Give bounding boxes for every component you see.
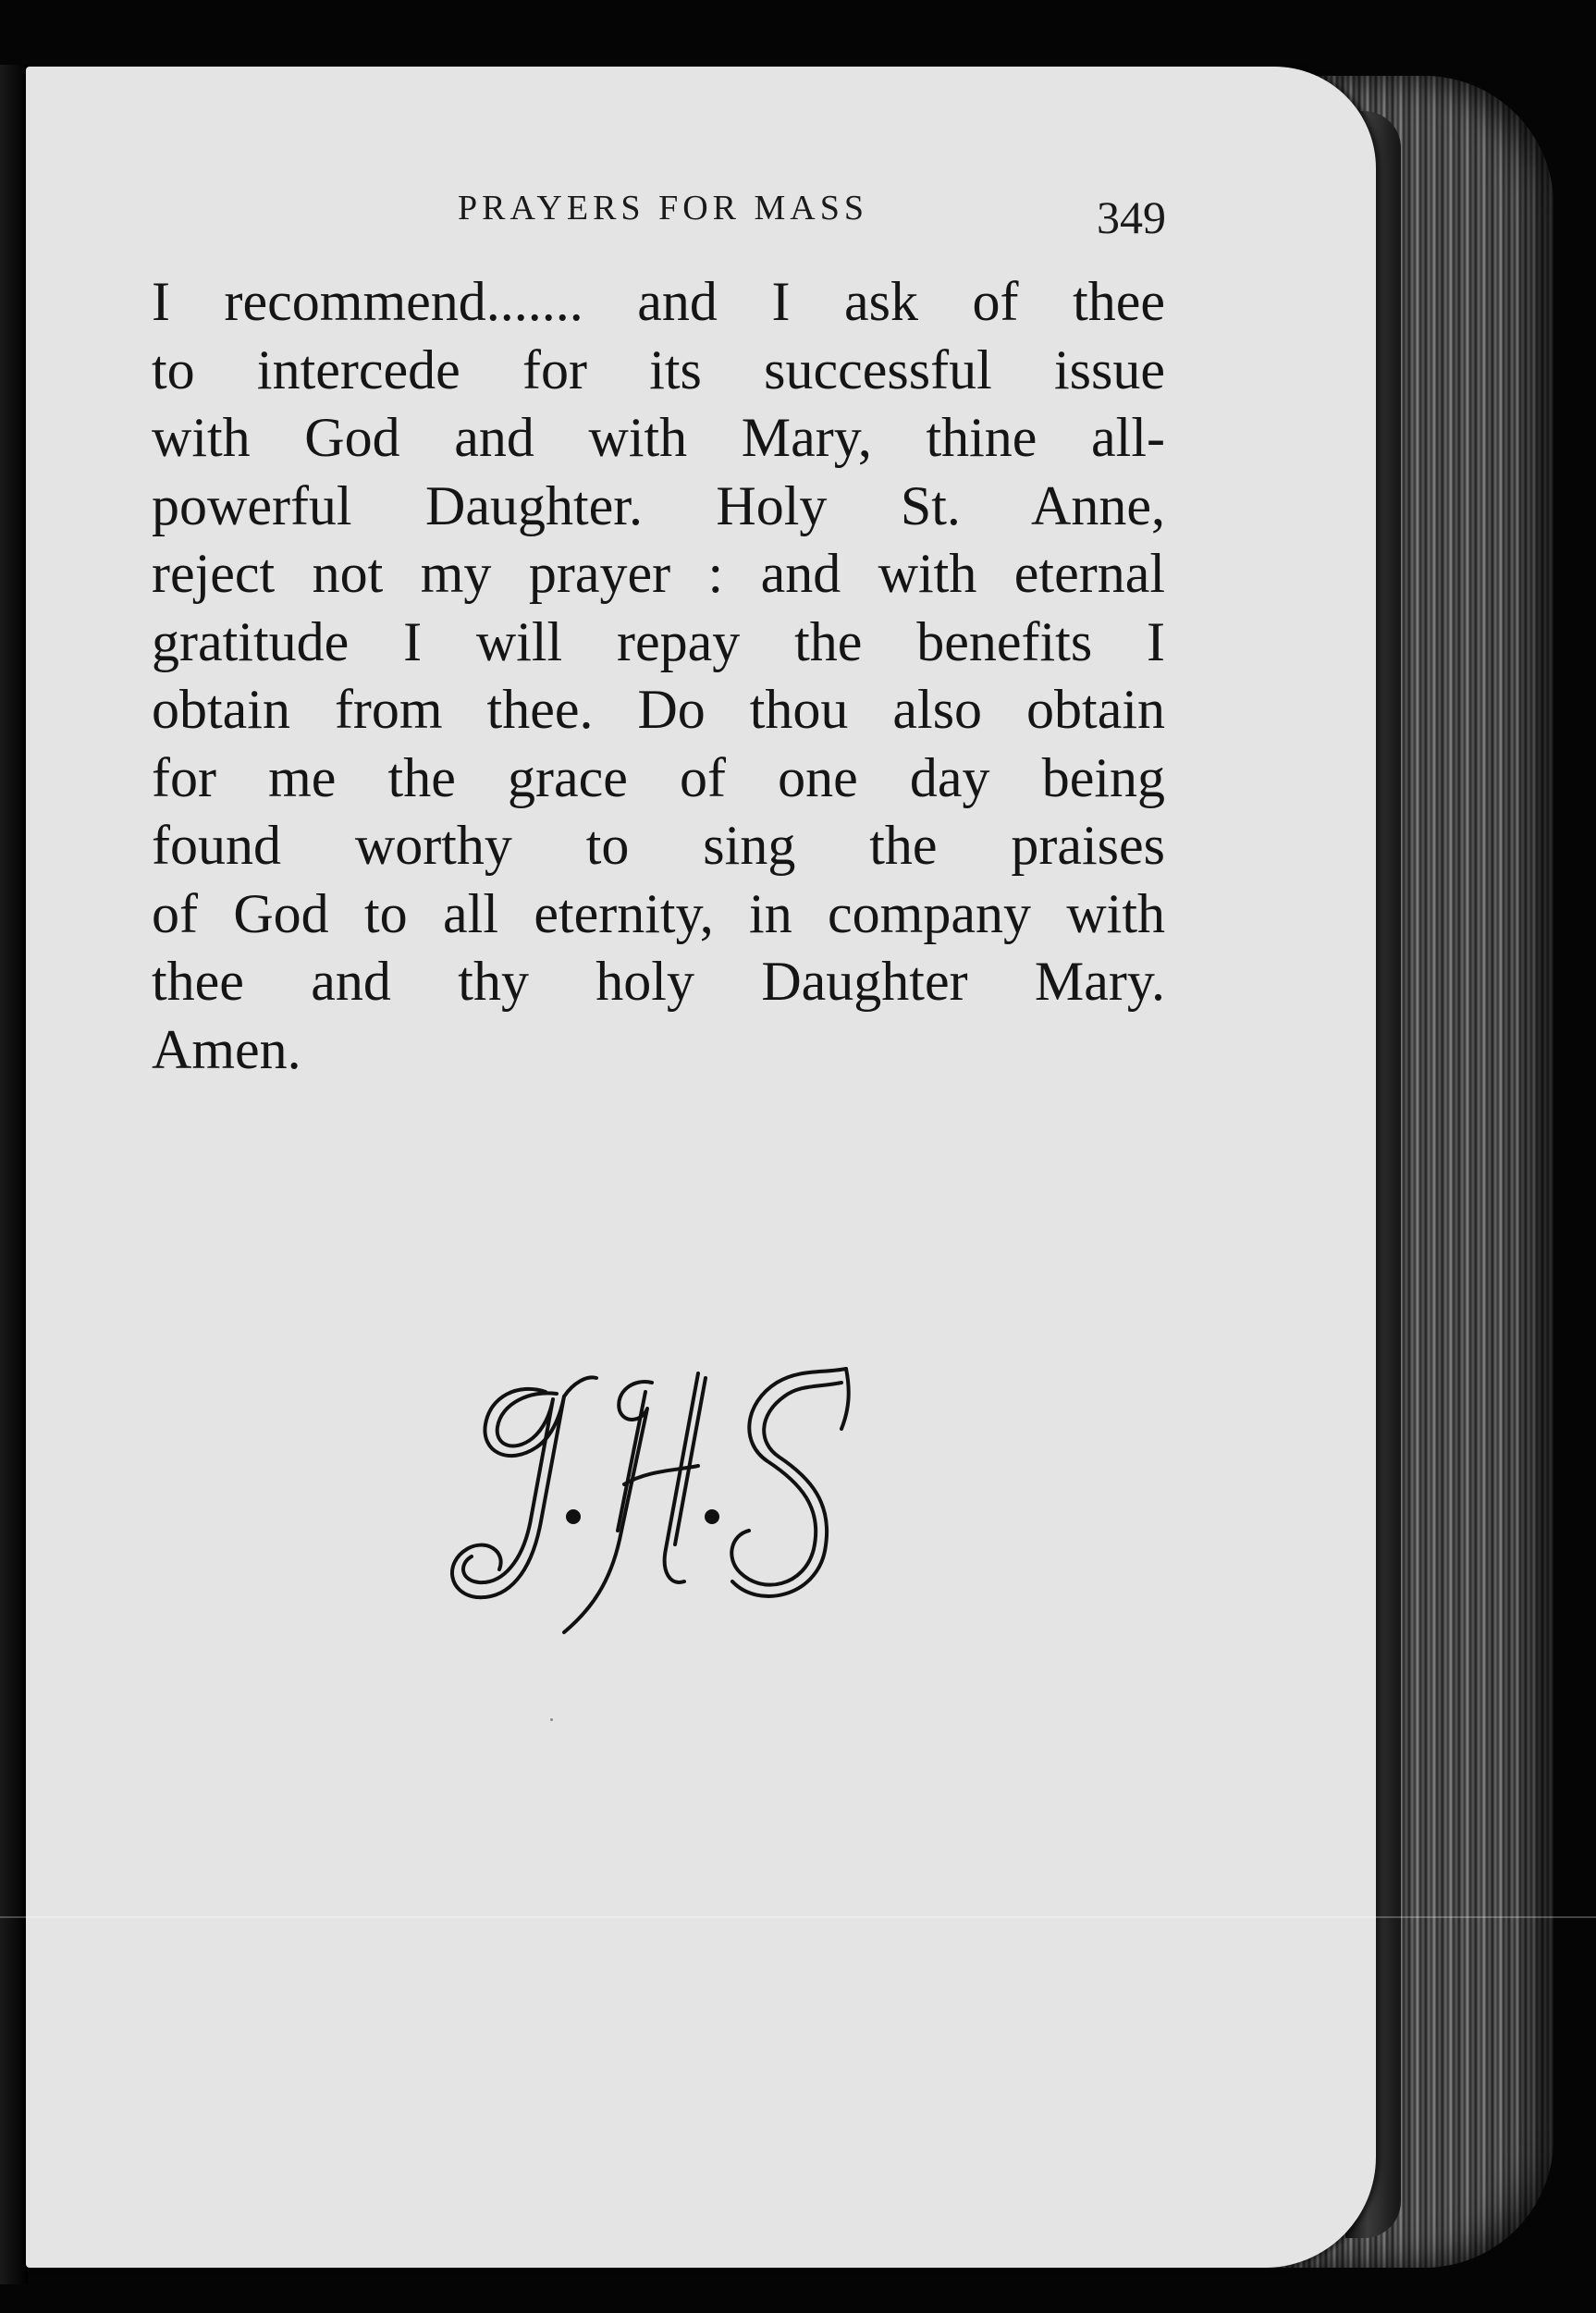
text-line: found worthy to sing the praises xyxy=(152,815,1165,876)
scan-artifact-line xyxy=(0,1916,1596,1918)
text-line: I recommend....... and I ask of thee xyxy=(152,271,1165,332)
facing-page-edge xyxy=(0,65,28,2284)
page-number: 349 xyxy=(1097,191,1166,243)
text-line: with God and with Mary, thine all- xyxy=(152,407,1165,468)
text-line: to intercede for its successful issue xyxy=(152,338,1165,400)
text-line: obtain from thee. Do thou also obtain xyxy=(152,679,1165,740)
text-line: thee and thy holy Daughter Mary. xyxy=(152,951,1165,1012)
running-head: PRAYERS FOR MASS xyxy=(458,189,868,228)
text-line: reject not my prayer : and with eternal xyxy=(152,543,1165,604)
ihs-monogram-icon xyxy=(435,1355,860,1669)
text-line: for me the grace of one day being xyxy=(152,746,1165,808)
prayer-text xyxy=(152,268,1165,1084)
text-line: gratitude I will repay the benefits I xyxy=(152,610,1165,672)
text-line: of God to all eternity, in company with xyxy=(152,882,1165,944)
text-line: powerful Daughter. Holy St. Anne, xyxy=(152,474,1165,536)
text-line: Amen. xyxy=(152,1018,301,1080)
paper-speck xyxy=(550,1718,553,1721)
